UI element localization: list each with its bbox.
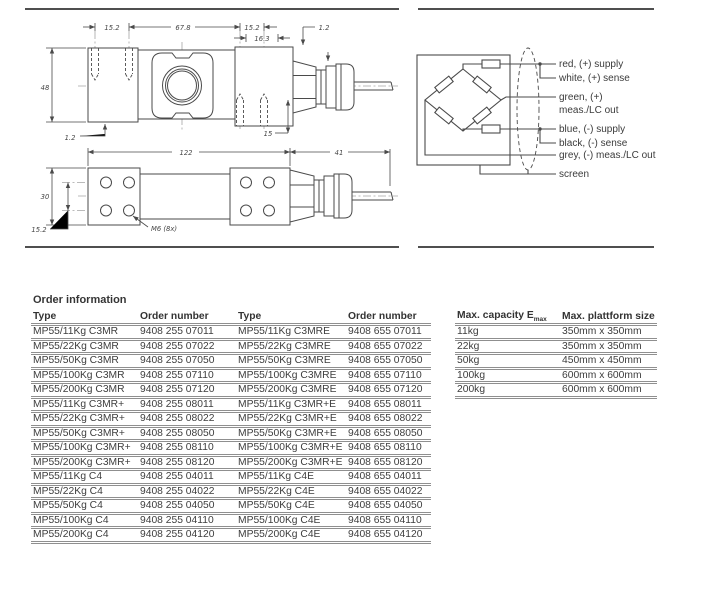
table-cell: 9408 655 07022 — [346, 339, 431, 354]
table-cell: MP55/11Kg C4E — [236, 470, 346, 485]
table-cell: 350mm x 350mm — [560, 339, 657, 354]
dim-1-2-top-label: 1.2 — [318, 24, 330, 32]
table-cell: MP55/100Kg C3MR+E — [236, 441, 346, 456]
table-row — [31, 354, 431, 369]
wire-label-green: green, (+) — [559, 92, 603, 103]
table-row — [455, 383, 657, 398]
table-row — [31, 470, 431, 485]
table-cell: MP55/11Kg C3MR+ — [31, 397, 138, 412]
table-cell: MP55/22Kg C3MR+E — [236, 412, 346, 427]
table-cell: MP55/200Kg C3MR+ — [31, 455, 138, 470]
technical-figures — [0, 0, 725, 260]
table-cell: 9408 255 04120 — [138, 528, 236, 543]
table-cell: 9408 255 08050 — [138, 426, 236, 441]
table-row — [31, 383, 431, 398]
capacity-table-header-row — [455, 310, 657, 325]
capacity-table-body — [455, 325, 657, 398]
table-row — [31, 441, 431, 456]
table-cell: 9408 655 08120 — [346, 455, 431, 470]
table-cell: 9408 655 08110 — [346, 441, 431, 456]
table-cell: 9408 255 08011 — [138, 397, 236, 412]
dim-48-label: 48 — [40, 84, 50, 92]
table-cell: MP55/50Kg C3MR+E — [236, 426, 346, 441]
wire-label-white: white, (+) sense — [559, 73, 630, 84]
table-cell: 9408 255 04011 — [138, 470, 236, 485]
table-cell: 9408 655 08011 — [346, 397, 431, 412]
table-cell: 9408 255 07011 — [138, 325, 236, 340]
col-header-type-2: Type — [236, 310, 346, 325]
table-cell: MP55/11Kg C3MRE — [236, 325, 346, 340]
dim-67-8-label: 67.8 — [175, 24, 191, 32]
table-row — [455, 354, 657, 369]
table-cell: MP55/50Kg C3MRE — [236, 354, 346, 369]
col-header-order-1: Order number — [138, 310, 236, 325]
table-row — [31, 484, 431, 499]
table-cell: MP55/50Kg C4 — [31, 499, 138, 514]
wire-label-blue: blue, (-) supply — [559, 124, 626, 135]
order-information-title: Order information — [33, 294, 127, 306]
table-row — [31, 368, 431, 383]
table-cell: 9408 255 04110 — [138, 513, 236, 528]
order-table — [31, 310, 431, 544]
table-cell: 9408 655 04011 — [346, 470, 431, 485]
table-cell: MP55/22Kg C3MR — [31, 339, 138, 354]
table-cell: MP55/22Kg C3MRE — [236, 339, 346, 354]
table-cell: 9408 255 08120 — [138, 455, 236, 470]
dim-122-label: 122 — [179, 149, 193, 157]
table-row — [455, 368, 657, 383]
col-header-capacity: Max. capacity $E_{max}$ — [455, 310, 560, 325]
table-cell: MP55/22Kg C3MR+ — [31, 412, 138, 427]
table-cell: 9408 655 08022 — [346, 412, 431, 427]
bridge-housing-box — [417, 55, 510, 165]
table-row — [31, 412, 431, 427]
table-cell: MP55/200Kg C4 — [31, 528, 138, 543]
table-cell: MP55/200Kg C3MR — [31, 383, 138, 398]
table-cell: 9408 655 04110 — [346, 513, 431, 528]
table-row — [31, 325, 431, 340]
table-cell: 22kg — [455, 339, 560, 354]
table-cell: MP55/22Kg C4E — [236, 484, 346, 499]
dim-15-label: 15 — [263, 130, 273, 138]
table-row — [31, 397, 431, 412]
table-cell: 9408 655 04050 — [346, 499, 431, 514]
table-cell: 9408 255 04050 — [138, 499, 236, 514]
table-cell: 600mm x 600mm — [560, 383, 657, 398]
table-cell: MP55/50Kg C3MR+ — [31, 426, 138, 441]
table-cell: MP55/100Kg C3MR+ — [31, 441, 138, 456]
wire-label-black: black, (-) sense — [559, 138, 628, 149]
col-header-type-1: Type — [31, 310, 138, 325]
col-header-platform: Max. plattform size — [560, 310, 657, 325]
dim-1-2-bottom-label: 1.2 — [64, 134, 76, 142]
dim-15-2-right-label: 15.2 — [244, 24, 260, 32]
table-cell: MP55/200Kg C3MRE — [236, 383, 346, 398]
table-cell: 9408 655 07110 — [346, 368, 431, 383]
cable-sheath-outline — [517, 48, 539, 170]
table-cell: 11kg — [455, 325, 560, 340]
dim-30-label: 30 — [40, 193, 50, 201]
dim-15-2-left-label: 15.2 — [104, 24, 120, 32]
table-cell: 600mm x 600mm — [560, 368, 657, 383]
table-row — [455, 339, 657, 354]
table-cell: 200kg — [455, 383, 560, 398]
wire-label-red: red, (+) supply — [559, 59, 624, 70]
table-cell: 9408 655 04120 — [346, 528, 431, 543]
table-row — [455, 325, 657, 340]
table-cell: 9408 255 07022 — [138, 339, 236, 354]
table-cell: 50kg — [455, 354, 560, 369]
table-cell: 9408 255 04022 — [138, 484, 236, 499]
table-cell: MP55/100Kg C3MR — [31, 368, 138, 383]
table-cell: 100kg — [455, 368, 560, 383]
table-cell: MP55/22Kg C4 — [31, 484, 138, 499]
table-cell: 9408 655 08050 — [346, 426, 431, 441]
table-row — [31, 455, 431, 470]
load-cell-side-view-drawing — [62, 168, 398, 225]
table-cell: 9408 655 07011 — [346, 325, 431, 340]
thread-m6-label: M6 (8x) — [151, 225, 177, 233]
order-table-header-row — [31, 310, 431, 325]
table-cell: 9408 255 08110 — [138, 441, 236, 456]
dim-16-3-label: 16.3 — [254, 35, 270, 43]
dim-15-2-side-label: 15.2 — [31, 226, 47, 234]
table-row — [31, 426, 431, 441]
table-cell: 9408 655 07050 — [346, 354, 431, 369]
wire-label-grey: grey, (-) meas./LC out — [559, 150, 656, 161]
wire-label-green-2: meas./LC out — [559, 105, 619, 116]
table-row — [31, 528, 431, 543]
table-row — [31, 513, 431, 528]
table-cell: 9408 255 07050 — [138, 354, 236, 369]
table-row — [31, 339, 431, 354]
load-cell-top-view-drawing — [78, 31, 398, 130]
table-cell: MP55/11Kg C3MR+E — [236, 397, 346, 412]
table-cell: 9408 255 08022 — [138, 412, 236, 427]
table-cell: MP55/100Kg C4 — [31, 513, 138, 528]
table-row — [31, 499, 431, 514]
table-cell: MP55/200Kg C4E — [236, 528, 346, 543]
capacity-table — [455, 310, 657, 399]
table-cell: MP55/100Kg C4E — [236, 513, 346, 528]
table-cell: 450mm x 450mm — [560, 354, 657, 369]
table-cell: 9408 255 07110 — [138, 368, 236, 383]
table-cell: 9408 655 07120 — [346, 383, 431, 398]
table-cell: MP55/200Kg C3MR+E — [236, 455, 346, 470]
table-cell: MP55/11Kg C3MR — [31, 325, 138, 340]
table-cell: MP55/50Kg C3MR — [31, 354, 138, 369]
dim-41-label: 41 — [334, 149, 344, 157]
order-table-body — [31, 325, 431, 543]
col-header-order-2: Order number — [346, 310, 431, 325]
table-cell: 9408 655 04022 — [346, 484, 431, 499]
table-cell: MP55/11Kg C4 — [31, 470, 138, 485]
emax-subscript: max — [533, 316, 547, 324]
wiring-diagram — [417, 48, 656, 180]
table-cell: MP55/100Kg C3MRE — [236, 368, 346, 383]
wire-label-screen: screen — [559, 169, 590, 180]
table-cell: 9408 255 07120 — [138, 383, 236, 398]
table-cell: 350mm x 350mm — [560, 325, 657, 340]
table-cell: MP55/50Kg C4E — [236, 499, 346, 514]
